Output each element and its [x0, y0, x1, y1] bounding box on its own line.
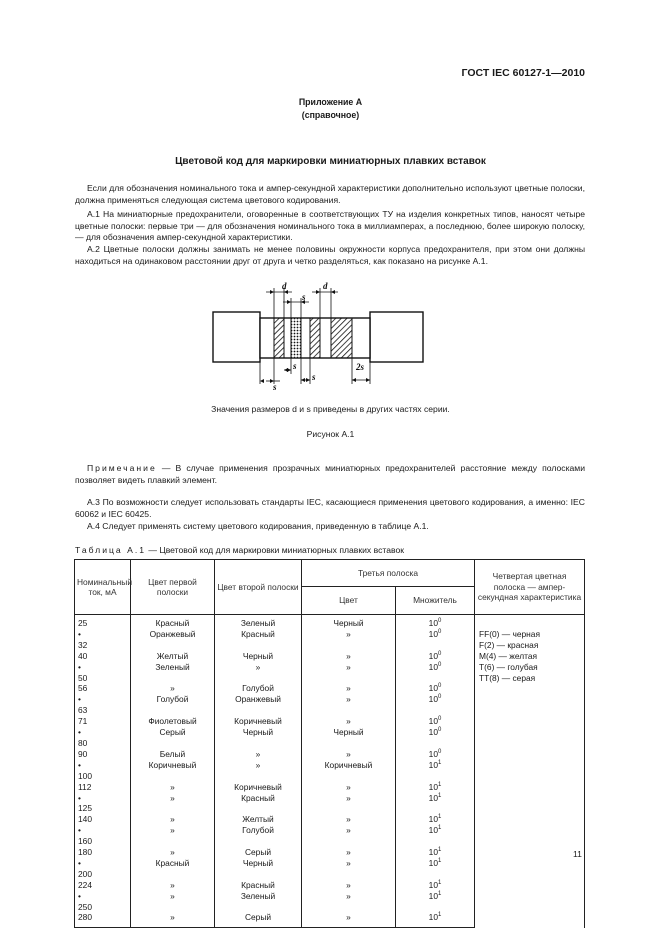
cell-current: 280	[75, 912, 131, 927]
cell-first: Красный	[131, 858, 215, 880]
fourth-band-item: T(6) — голубая	[479, 661, 538, 672]
cell-multiplier: $10^1$	[396, 793, 475, 815]
cell-multiplier: $10^0$	[396, 727, 475, 749]
cell-current: 180	[75, 847, 131, 858]
cell-third: »	[302, 891, 396, 913]
cell-first: »	[131, 683, 215, 694]
cell-third: »	[302, 716, 396, 727]
cell-second: Голубой	[215, 825, 302, 847]
cell-multiplier: $10^1$	[396, 847, 475, 858]
cell-multiplier: $10^1$	[396, 858, 475, 880]
cell-first: Красный	[131, 615, 215, 629]
paragraph-intro: Если для обозначения номинального тока и ампер-секундной характеристики дополнительно используют цветные полоски, должна применяться следующая система цветового кодирования.	[75, 183, 585, 205]
cell-current: •250	[75, 891, 131, 913]
cell-second: »	[215, 749, 302, 760]
cell-current: •80	[75, 727, 131, 749]
bullet-marker: •	[78, 661, 81, 672]
bullet-marker: •	[78, 825, 81, 836]
label-s-2: s	[293, 361, 297, 371]
cell-second: Желтый	[215, 814, 302, 825]
band-1	[274, 318, 284, 358]
cell-multiplier: $10^1$	[396, 880, 475, 891]
cell-current: 71	[75, 716, 131, 727]
cell-current: 25	[75, 615, 131, 629]
header-third: Третья полоска	[302, 560, 475, 587]
cell-multiplier: $10^1$	[396, 814, 475, 825]
cell-third: »	[302, 814, 396, 825]
header-first: Цвет первой полоски	[131, 560, 215, 615]
cell-first: »	[131, 880, 215, 891]
cell-current: •32	[75, 629, 131, 651]
label-2s: 2s	[356, 362, 365, 372]
cell-second: Серый	[215, 847, 302, 858]
fourth-band-item: TT(8) — серая	[479, 672, 536, 683]
paragraph-a1: А.1 На миниатюрные предохранители, оговоренные в соответствующих ТУ на изделия конкретных типов, наносят четыре цветные полоски: первые три — для обозначения номинального тока в миллиамперах, а последнюю, более широкую полоску, — для обозначения ампер-секундной характеристики.	[75, 209, 585, 243]
annex-title: Приложение А	[298, 97, 363, 107]
cell-second: Коричневый	[215, 782, 302, 793]
cell-current: 90	[75, 749, 131, 760]
cell-fourth-band	[475, 615, 585, 928]
table-row	[75, 615, 585, 629]
cell-current: 112	[75, 782, 131, 793]
cell-first: »	[131, 782, 215, 793]
cell-first: Желтый	[131, 651, 215, 662]
cell-third: »	[302, 629, 396, 651]
cell-second: Красный	[215, 629, 302, 651]
cell-third: »	[302, 912, 396, 927]
cell-second: Зеленый	[215, 891, 302, 913]
table-caption: Таблица А.1 — Цветовой код для маркировки миниатюрных плавких вставок	[75, 545, 405, 555]
cell-third: »	[302, 793, 396, 815]
band-3	[310, 318, 320, 358]
cell-multiplier: $10^0$	[396, 651, 475, 662]
cell-multiplier: $10^1$	[396, 825, 475, 847]
cell-current: 56	[75, 683, 131, 694]
figure-caption: Рисунок А.1	[306, 429, 355, 439]
cell-first: »	[131, 825, 215, 847]
cell-second: »	[215, 760, 302, 782]
cell-second: Оранжевый	[215, 694, 302, 716]
cell-first: »	[131, 891, 215, 913]
cell-third: Коричневый	[302, 760, 396, 782]
cell-third: »	[302, 683, 396, 694]
paragraph-a4: А.4 Следует применять систему цветового кодирования, приведенную в таблице А.1.	[87, 521, 429, 531]
cell-third: »	[302, 694, 396, 716]
header-current: Номинальный ток, мА	[75, 560, 131, 615]
cell-third: Черный	[302, 727, 396, 749]
cell-current: 40	[75, 651, 131, 662]
table-body	[75, 615, 585, 928]
label-s-1: s	[302, 292, 306, 302]
cell-third: Черный	[302, 615, 396, 629]
cell-third: »	[302, 880, 396, 891]
cell-multiplier: $10^1$	[396, 760, 475, 782]
cell-multiplier: $10^1$	[396, 912, 475, 927]
cell-second: Черный	[215, 651, 302, 662]
cell-second: Красный	[215, 880, 302, 891]
cell-third: »	[302, 825, 396, 847]
bullet-marker: •	[78, 857, 81, 868]
section-title: Цветовой код для маркировки миниатюрных плавких вставок	[175, 156, 486, 167]
cell-multiplier: $10^1$	[396, 782, 475, 793]
cell-current: •200	[75, 858, 131, 880]
label-d-2: d	[323, 281, 328, 291]
band-2	[291, 318, 301, 358]
cell-first: Серый	[131, 727, 215, 749]
cell-second: Коричневый	[215, 716, 302, 727]
label-s-3: s	[273, 382, 277, 390]
cell-second: Серый	[215, 912, 302, 927]
cell-first: Оранжевый	[131, 629, 215, 651]
cell-second: Зеленый	[215, 615, 302, 629]
cell-third: »	[302, 662, 396, 684]
band-4	[331, 318, 352, 358]
cell-multiplier: $10^0$	[396, 629, 475, 651]
cell-first: »	[131, 847, 215, 858]
cell-multiplier: $10^1$	[396, 891, 475, 913]
fourth-band-item: M(4) — желтая	[479, 650, 538, 661]
bullet-marker: •	[78, 759, 81, 770]
color-code-table-wrap	[74, 559, 584, 928]
header-second: Цвет второй полоски	[215, 560, 302, 615]
cell-first: »	[131, 814, 215, 825]
fourth-band-item: F(2) — красная	[479, 639, 539, 650]
cell-second: Голубой	[215, 683, 302, 694]
cell-first: Фиолетовый	[131, 716, 215, 727]
cell-current: •50	[75, 662, 131, 684]
cell-third: »	[302, 749, 396, 760]
paragraph-a2: А.2 Цветные полоски должны занимать не менее половины окружности корпуса предохранителя, при этом они должны находиться на одинаковом расстоянии друг от друга и четко разделяться, как показано на рисунке А.1.	[75, 244, 585, 266]
fuse-right-cap	[370, 312, 423, 362]
cell-current: 224	[75, 880, 131, 891]
cell-multiplier: $10^0$	[396, 694, 475, 716]
cell-first: »	[131, 793, 215, 815]
page-number: 11	[573, 849, 582, 859]
cell-multiplier: $10^0$	[396, 683, 475, 694]
cell-third: »	[302, 782, 396, 793]
bullet-marker: •	[78, 727, 81, 738]
annex-status: (справочное)	[301, 110, 360, 120]
cell-current: •160	[75, 825, 131, 847]
cell-first: Голубой	[131, 694, 215, 716]
bullet-marker: •	[78, 694, 81, 705]
cell-first: Белый	[131, 749, 215, 760]
cell-first: »	[131, 912, 215, 927]
cell-current: 140	[75, 814, 131, 825]
bullet-marker: •	[78, 628, 81, 639]
cell-current: •63	[75, 694, 131, 716]
note-paragraph: Примечание — В случае применения прозрачных миниатюрных предохранителей расстояние между полосками позволяет видеть плавкий элемент.	[75, 463, 586, 485]
label-d-1: d	[282, 281, 287, 291]
header-fourth: Четвертая цветная полоска — ампер-секундная характеристика	[475, 560, 585, 615]
bullet-marker: •	[78, 890, 81, 901]
bullet-marker: •	[78, 792, 81, 803]
cell-multiplier: $10^0$	[396, 716, 475, 727]
cell-first: Коричневый	[131, 760, 215, 782]
header-third-multiplier: Множитель	[396, 587, 475, 615]
cell-multiplier: $10^0$	[396, 615, 475, 629]
label-s-4: s	[312, 372, 316, 382]
cell-first: Зеленый	[131, 662, 215, 684]
fourth-band-item: FF(0) — черная	[479, 629, 540, 639]
cell-third: »	[302, 858, 396, 880]
standard-header: ГОСТ IEC 60127-1—2010	[461, 67, 585, 79]
cell-third: »	[302, 847, 396, 858]
paragraph-a3: А.3 По возможности следует использовать стандарты IEC, касающиеся применения цветового кодирования, а именно: IEC 60062 и IEC 60425.	[75, 497, 585, 519]
cell-multiplier: $10^0$	[396, 662, 475, 684]
color-code-table	[74, 559, 585, 928]
figure-note: Значения размеров d и s приведены в других частях серии.	[211, 404, 450, 414]
cell-second: Черный	[215, 727, 302, 749]
cell-second: »	[215, 662, 302, 684]
cell-current: •125	[75, 793, 131, 815]
cell-third: »	[302, 651, 396, 662]
cell-current: •100	[75, 760, 131, 782]
cell-second: Черный	[215, 858, 302, 880]
header-third-color: Цвет	[302, 587, 396, 615]
fuse-left-cap	[213, 312, 260, 362]
note-label: Примечание	[87, 463, 157, 473]
cell-multiplier: $10^0$	[396, 749, 475, 760]
cell-second: Красный	[215, 793, 302, 815]
fuse-figure	[200, 278, 440, 390]
